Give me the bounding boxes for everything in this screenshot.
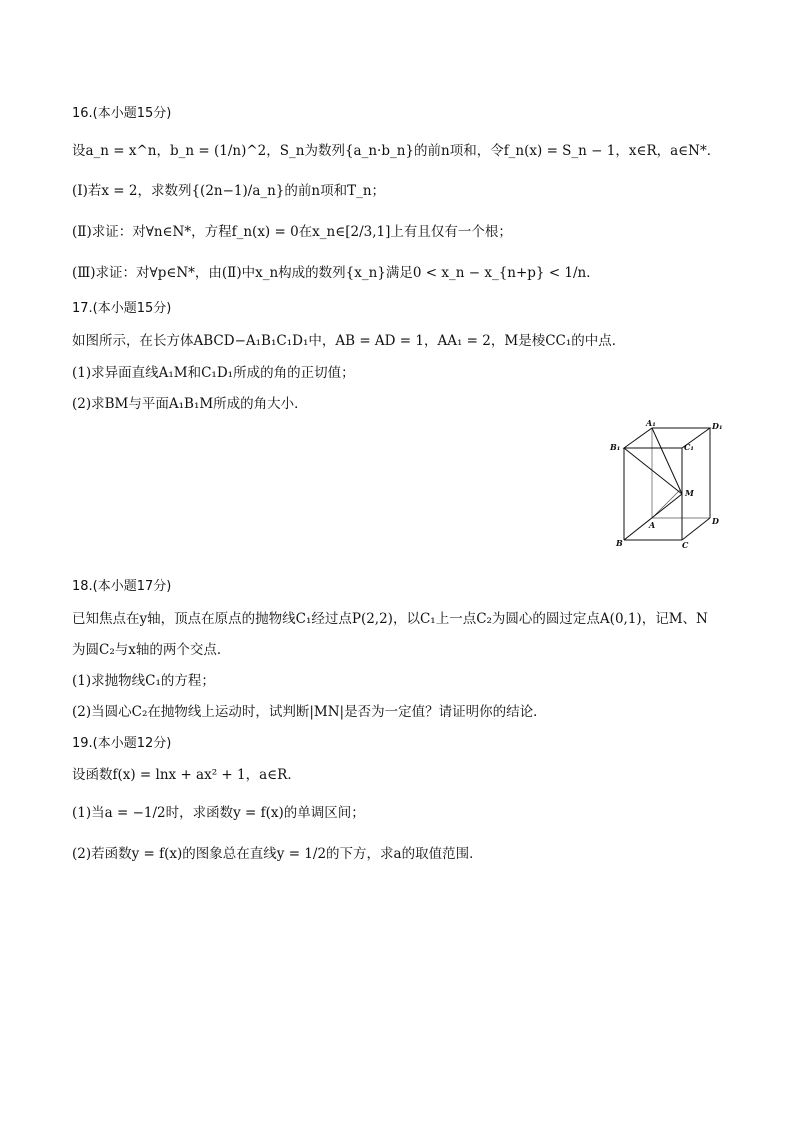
- label-a: A: [649, 520, 656, 530]
- label-d: D: [712, 516, 719, 526]
- q19-stem: 设函数f(x) = lnx + ax² + 1，a∈R．: [72, 767, 301, 783]
- cuboid-figure: [606, 418, 726, 552]
- label-c1: C₁: [684, 442, 694, 452]
- q19-header: 19.(本小题12分): [72, 736, 172, 751]
- label-d1: D₁: [712, 421, 723, 431]
- q19-part1: (1)当a = −1/2时，求函数y = f(x)的单调区间；: [72, 805, 365, 821]
- label-c: C: [682, 540, 689, 550]
- q18-part1: (1)求抛物线C₁的方程；: [72, 673, 215, 689]
- q16-header: 16.(本小题15分): [72, 106, 172, 121]
- q18-header: 18.(本小题17分): [72, 579, 172, 594]
- q17-part1: (1)求异面直线A₁M和C₁D₁所成的角的正切值；: [72, 365, 355, 381]
- label-a1: A₁: [646, 418, 656, 428]
- q16-part1: (Ⅰ)若x = 2，求数列{(2n−1)/a_n}的前n项和T_n；: [72, 183, 386, 199]
- q17-header: 17.(本小题15分): [72, 301, 172, 316]
- label-m: M: [685, 488, 694, 498]
- q18-stem-line1: 已知焦点在y轴，顶点在原点的抛物线C₁经过点P(2,2)，以C₁上一点C₂为圆心的圆过定点A(0,1)，记M、N: [72, 611, 708, 627]
- q16-part2: (Ⅱ)求证：对∀n∈N*，方程f_n(x) = 0在x_n∈[2/3,1]上有且仅有一个根；: [72, 224, 512, 240]
- q17-part2: (2)求BM与平面A₁B₁M所成的角大小．: [72, 396, 308, 412]
- q18-part2: (2)当圆心C₂在抛物线上运动时，试判断|MN|是否为一定值？请证明你的结论．: [72, 704, 547, 720]
- label-b: B: [616, 538, 623, 548]
- q17-stem: 如图所示，在长方体ABCD−A₁B₁C₁D₁中，AB = AD = 1，AA₁ = 2，M是棱CC₁的中点．: [72, 333, 626, 349]
- label-b1: B₁: [610, 442, 621, 452]
- q19-part2: (2)若函数y = f(x)的图象总在直线y = 1/2的下方，求a的取值范围．: [72, 846, 483, 862]
- q18-stem-line2: 为圆C₂与x轴的两个交点．: [72, 642, 231, 658]
- q16-stem: 设a_n = x^n，b_n = (1/n)^2，S_n为数列{a_n·b_n}的前n项和，令f_n(x) = S_n − 1，x∈R，a∈N*．: [72, 143, 721, 159]
- q16-part3: (Ⅲ)求证：对∀p∈N*，由(Ⅱ)中x_n构成的数列{x_n}满足0 < x_n − x_{n+p} < 1/n．: [72, 265, 600, 281]
